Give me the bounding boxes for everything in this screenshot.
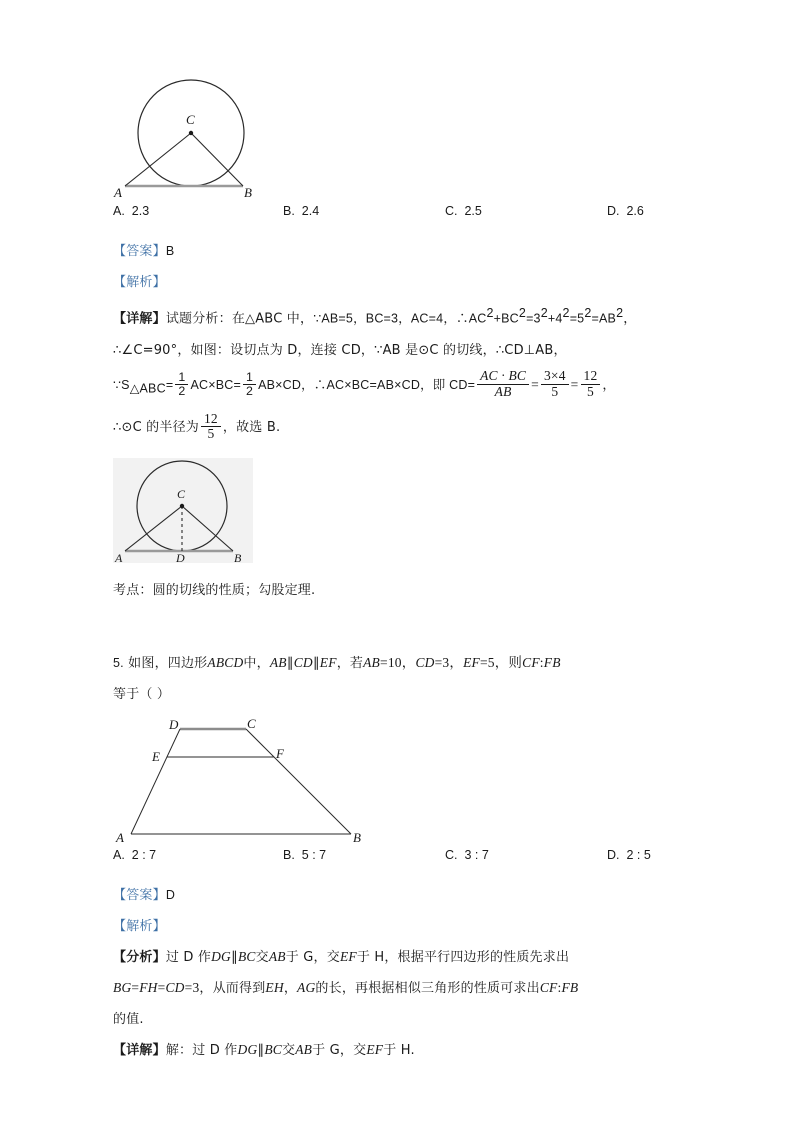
fraction-half-2: $\frac{1}{2}$ [243,371,256,399]
stem-line-2-text: 等于（ ） [113,687,171,703]
xiangjie-ab: AB [295,1042,313,1058]
label-a-trapezoid: A [116,830,124,846]
sup-1: 2 [486,306,494,320]
question5-stem-line-1 [113,648,693,679]
stem-colon: : [539,655,544,671]
label-f-trapezoid: F [276,746,284,762]
stem-part-1: 如图，四边形 [128,656,208,672]
fenxi2-comma: ， [283,981,298,997]
option-d[interactable]: D. 2.6 [607,204,644,218]
xiangjie-part-3: 于 G，交 [312,1043,367,1059]
stem-parallel-1: ∥ [286,655,294,671]
label-d-trapezoid: D [169,717,179,733]
fraction-3x4-over-5: $\frac{3\times 4}{5}$ [541,369,569,399]
page-content [113,75,693,1066]
eq-sign-3: = [570,376,579,392]
question4-detail-line-3 [113,366,693,408]
q5-answer-value: D [165,888,176,903]
q5-option-a[interactable]: A. 2 : 7 [113,848,157,863]
detail-line-2-text: ∴∠C=90°，如图：设切点为 D，连接 CD，∵AB 是⊙C 的切线，∴CD⊥AB， [113,342,567,358]
fenxi-ef: EF [339,949,357,965]
stem-ef-2: EF [463,655,480,671]
line3-trailing-comma: ， [602,377,616,393]
detail-label: 【详解】 [113,311,166,327]
eq-sign-2: = [531,376,539,392]
fraction-half-1: $\frac{1}{2}$ [175,371,188,399]
stem-cd-2: CD [415,655,435,671]
stem-fb: FB [543,655,561,671]
spacer-before-figure2 [113,448,693,458]
fh-term: FH [139,980,158,996]
sup-2: 2 [518,306,527,320]
q5-option-b[interactable]: B. 5 : 7 [283,848,327,863]
label-b-2: B [234,551,242,564]
label-c-trapezoid: C [247,716,256,732]
xiangjie-label: 【详解】 [113,1043,166,1059]
trapezoid-abcd-figure [113,716,693,846]
stem-ef: EF [319,655,337,671]
fenxi-dg: DG [211,949,231,965]
detail-part-4: +4 [547,311,563,326]
fenxi-part-3: 于 G，交 [285,950,340,966]
radius-prefix: ∴⊙C 的半径为 [113,420,199,436]
fenxi-part-1: 过 D 作 [165,950,212,966]
question5-number: 5. [113,656,124,671]
spacer-between-questions [113,606,693,640]
sup-5: 2 [584,306,592,320]
area-prefix: ∵S [113,377,130,392]
option-c[interactable]: C. 2.5 [445,204,482,218]
question5-xiangjie-line [113,1035,693,1066]
question4-detail-line-2 [113,335,693,366]
stem-eq-2: =3， [434,655,464,671]
fenxi-bc: BC [237,949,256,965]
fenxi2-part-1: ，从而得到 [199,981,266,997]
eq-fh-cd: = [157,980,166,996]
cd-term: CD [165,980,185,996]
label-e-trapezoid: E [152,749,160,765]
xiangjie-dg: DG [237,1042,258,1058]
question5-answer-row [113,880,693,911]
ag-term: AG [297,980,316,996]
trapezoid-svg [113,716,373,846]
detail-part-5: =5 [569,311,585,326]
q5-answer-label: 【答案】 [113,888,166,904]
area-subscript: △ABC [129,381,166,396]
fraction-12-over-5: $\frac{12}{5}$ [581,369,601,399]
stem-eq-1: =10， [380,655,416,671]
ratio-colon: : [557,980,562,996]
question5-fenxi-line-1 [113,942,693,973]
eq-cd-3: =3 [184,980,200,996]
label-a-2: A [115,551,123,564]
q5-analysis-label: 【解析】 [113,919,166,935]
cf-term: CF [539,980,558,996]
q5-option-d[interactable]: D. 2 : 5 [607,848,651,863]
sup-6: 2 [616,306,624,320]
answer-value: B [165,244,175,258]
xiangjie-bc: BC [264,1042,283,1058]
detail-lead: 试题分析：在△ABC 中， [165,311,314,327]
detail-part-2: +BC [493,311,519,326]
question5-fenxi-line-2 [113,973,693,1004]
detail-part-3: =3 [526,311,541,326]
stem-part-3: ，若 [336,656,364,672]
label-c: C [186,112,195,127]
center-point-c [189,131,193,135]
eh-term: EH [265,980,284,996]
fraction-ac-bc-over-ab: $\frac{AC \cdot BC}{AB}$ [477,369,529,399]
segment-ac-2 [125,506,182,551]
option-b[interactable]: B. 2.4 [283,204,320,218]
question5-stem-line-2 [113,679,693,710]
question4-detail-line-1 [113,298,693,335]
analysis-label: 【解析】 [113,275,166,290]
fenxi-part-4: 于 H，根据平行四边形的性质先求出 [356,950,570,966]
label-a: A [114,185,122,200]
segment-bc-trapezoid [246,729,351,834]
ab-cd-term: AB×CD，∴AC×BC=AB×CD，即 CD= [258,377,476,392]
question4-answer-row [113,236,693,267]
xiangjie-part-2: 交 [282,1043,296,1059]
keypoints-text: 考点：圆的切线的性质；勾股定理. [113,583,316,599]
stem-ab-2: AB [363,655,381,671]
xiangjie-part-4: 于 H. [383,1043,415,1059]
stem-part-2: 中， [243,656,270,672]
segment-bc [191,133,243,186]
label-c-2: C [177,487,186,502]
label-b: B [244,185,252,200]
segment-ad-trapezoid [131,729,180,834]
question4-options [113,204,693,232]
figure2-svg [113,458,253,563]
question5-options [113,848,693,876]
xiangjie-ef: EF [366,1042,384,1058]
sup-3: 2 [540,306,548,320]
stem-eq-3: =5，则 [479,655,523,671]
eq-sign-1: = [165,377,174,392]
xiangjie-parallel: ∥ [257,1042,265,1058]
stem-ab: AB [269,655,287,671]
fraction-radius-12-over-5: $\frac{12}{5}$ [201,412,221,442]
circle-tangent-triangle-with-altitude-figure [113,458,253,563]
option-a[interactable]: A. 2.3 [113,204,150,218]
fenxi-ab: AB [268,949,286,965]
label-b-trapezoid: B [353,830,361,846]
radius-suffix: ，故选 B. [222,420,281,436]
fenxi-parallel: ∥ [231,949,238,965]
eq-bg-fh: = [131,980,140,996]
segment-bc-2 [182,506,233,551]
question4-analysis-row [113,267,693,298]
circle-tangent-triangle-figure [113,75,693,200]
fb-term: FB [561,980,579,996]
detail-part-6: =AB [591,311,617,326]
xiangjie-part-1: 解：过 D 作 [165,1043,238,1059]
detail-part-7: ， [623,311,637,327]
detail-part-1: ∵AB=5，BC=3，AC=4，∴AC [313,311,487,326]
center-point-c-2 [180,504,184,508]
stem-cf: CF [522,655,540,671]
question5-analysis-row [113,911,693,942]
fenxi2-part-2: 的长，再根据相似三角形的性质可求出 [315,981,540,997]
question4-detail-line-4 [113,407,693,448]
bg-term: BG [113,980,132,996]
figure1-svg [113,75,273,200]
question5-fenxi-line-3 [113,1004,693,1035]
sup-4: 2 [562,306,570,320]
q5-option-c[interactable]: C. 3 : 7 [445,848,489,863]
fenxi-label: 【分析】 [113,950,166,966]
stem-cd: CD [293,655,313,671]
answer-label: 【答案】 [113,244,166,259]
question4-keypoints [113,575,693,606]
label-d: D [176,551,185,564]
stem-parallel-2: ∥ [312,655,320,671]
fenxi3-text: 的值. [113,1012,144,1028]
stem-abcd: ABCD [207,655,244,671]
segment-ac [125,133,191,186]
fenxi-part-2: 交 [255,950,269,966]
ac-bc-term: AC×BC= [190,377,241,392]
